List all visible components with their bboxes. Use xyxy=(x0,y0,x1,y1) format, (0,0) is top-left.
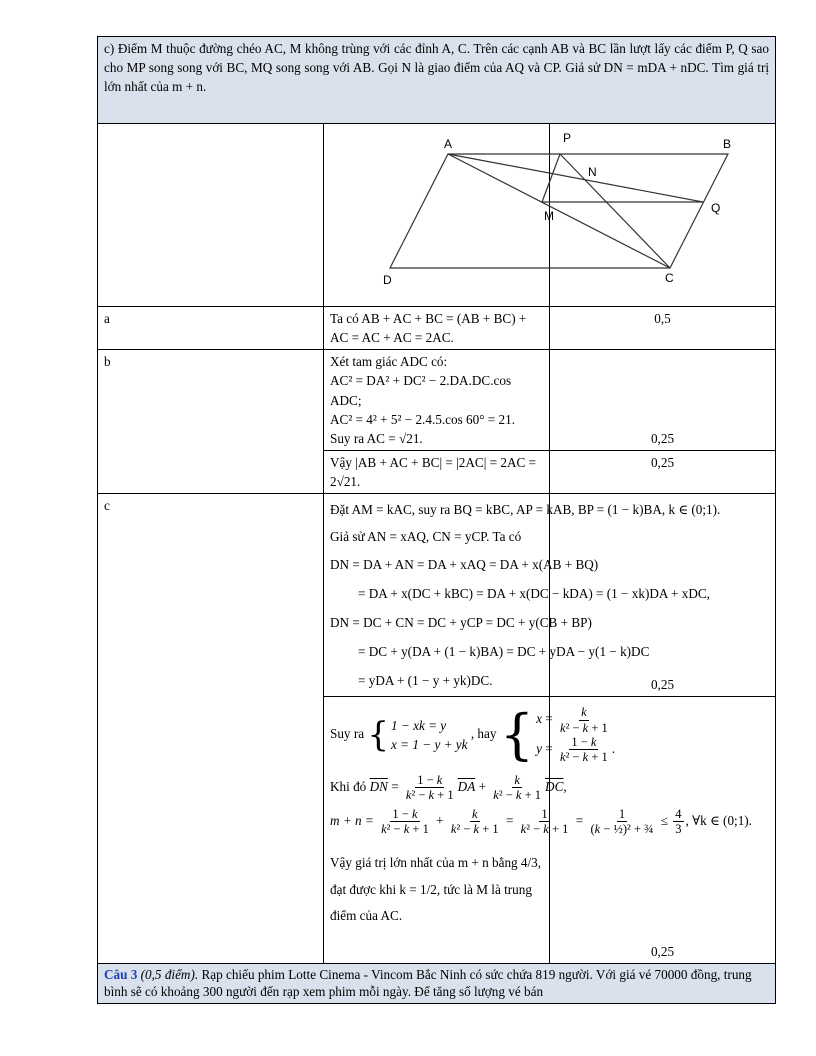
row-b-score-2: 0,25 xyxy=(550,450,776,493)
blank-cell xyxy=(550,124,776,307)
row-c-final: Vậy giá trị lớn nhất của m + n bằng 4/3, đạt được khi k = 1/2, tức là M là trung điểm của AC. xyxy=(330,855,542,924)
row-b-line: Xét tam giác ADC có: xyxy=(330,354,448,370)
brace-icon: { xyxy=(499,703,535,767)
question-number: Câu 3 xyxy=(104,967,138,983)
row-b-line: AC² = 4² + 5² − 2.4.5.cos 60° = 21. xyxy=(330,411,515,427)
system-2: { x = $\frac{k}{\text{k² − k + 1}}$ y = $\frac{1 - k}{\text{k² − k + 1}}$ . xyxy=(499,703,616,767)
question-text: Rạp chiếu phim Lotte Cinema - Vincom Bắc Ninh có sức chứa 819 người. Với giá vé 70000 đồng, trung bình sẽ có khoảng 300 người đến rạp xem phim mỗi ngày. Để tăng số lượng vé bán xyxy=(104,967,752,1000)
label-N: N xyxy=(588,165,597,179)
system-line xyxy=(330,703,616,767)
label-C: C xyxy=(665,271,674,285)
row-c-line: = DC + y(DA + (1 − k)BA) = DC + yDA − y(1 − k)DC xyxy=(358,643,650,659)
row-b-score: 0,25 xyxy=(550,350,776,451)
blank-cell xyxy=(98,124,324,307)
row-b-content xyxy=(324,350,550,451)
row-c-line: DN = DA + AN = DA + xAQ = DA + x(AB + BQ) xyxy=(330,556,599,572)
label-Q: Q xyxy=(711,201,721,215)
label-A: A xyxy=(444,137,453,151)
row-a-label: a xyxy=(98,307,324,350)
system-eq: x = 1 − y + yk xyxy=(391,737,468,753)
row-a-content: Ta có AB + AC + BC = (AB + BC) + AC = AC + AC = 2AC. xyxy=(324,307,550,350)
problem-text: c) Điểm M thuộc đường chéo AC, M không trùng với các đỉnh A, C. Trên các cạnh AB và BC lần lượt lấy các điểm P, Q sao cho MP song song với BC, MQ song song với AB. Gọi N là giao điểm của AQ và CP. Giả sử DN = mDA + nDC. Tìm giá trị lớn nhất của m + n. xyxy=(104,41,769,95)
khido-text: Khi đó xyxy=(330,778,367,794)
label-D: D xyxy=(383,273,392,287)
row-c-line: = DA + x(DC + kBC) = DA + x(DC − kDA) = (1 − xk)DA + xDC, xyxy=(358,585,710,601)
forall-text: , ∀k ∈ (0;1). xyxy=(685,812,752,828)
row-c-line: DN = DC + CN = DC + yCP = DC + y(CB + BP) xyxy=(330,614,592,630)
row-a-score: 0,5 xyxy=(550,307,776,350)
label-P: P xyxy=(563,131,572,145)
diagram-cell xyxy=(324,124,732,307)
row-c-line: Giả sử AN = xAQ, CN = yCP. Ta có xyxy=(330,529,522,545)
mn-line: m + n = $\frac{1 - k}{\text{k² − k + 1}}$ + $\frac{k}{\text{k² − k + 1}}$ = $\frac{1}{\text{k² − k + 1}}$ = $\frac{1}{\text{(k − ½)² + ¾}}$ ≤ $\frac{4}{3}$ , ∀k ∈ (0;1). xyxy=(330,806,752,836)
next-question xyxy=(98,964,776,1003)
row-c-line: Đặt AM = kAC, suy ra BQ = kBC, AP = kAB, BP = (1 − k)BA, k ∈ (0;1). xyxy=(330,502,721,518)
suyra-text: Suy ra xyxy=(330,726,365,742)
mn-text: m + n = xyxy=(330,812,374,828)
row-b-line: Suy ra AC = √21. xyxy=(330,430,423,446)
row-b-label: b xyxy=(98,350,324,494)
system-eq: 1 − xk = y xyxy=(391,717,447,733)
row-b-line: AC² = DA² + DC² − 2.DA.DC.cos ADC; xyxy=(330,373,512,408)
row-b-conclusion: Vậy |AB + AC + BC| = |2AC| = 2AC = 2√21. xyxy=(324,450,550,493)
label-B: B xyxy=(723,137,732,151)
hay-text: , hay xyxy=(470,726,497,742)
label-M: M xyxy=(544,209,554,223)
row-c-score: 0,25 xyxy=(550,494,776,697)
question-points: (0,5 điểm). xyxy=(140,967,199,983)
row-c-score-2: 0,25 xyxy=(550,697,776,964)
row-c-label: c xyxy=(98,494,324,964)
khido-line: Khi đó $\overline{DN}$ = $\frac{1 - k}{\text{k² − k + 1}}$ $\overline{DA}$ + $\frac{k}{\text{k² − k + 1}}$ $\overline{DC}$, xyxy=(330,772,567,803)
solution-table xyxy=(97,36,776,1004)
row-c-line: = yDA + (1 − y + yk)DC. xyxy=(358,673,493,689)
brace-icon: { xyxy=(367,715,390,756)
system-1 xyxy=(367,716,467,754)
problem-statement xyxy=(98,37,776,124)
